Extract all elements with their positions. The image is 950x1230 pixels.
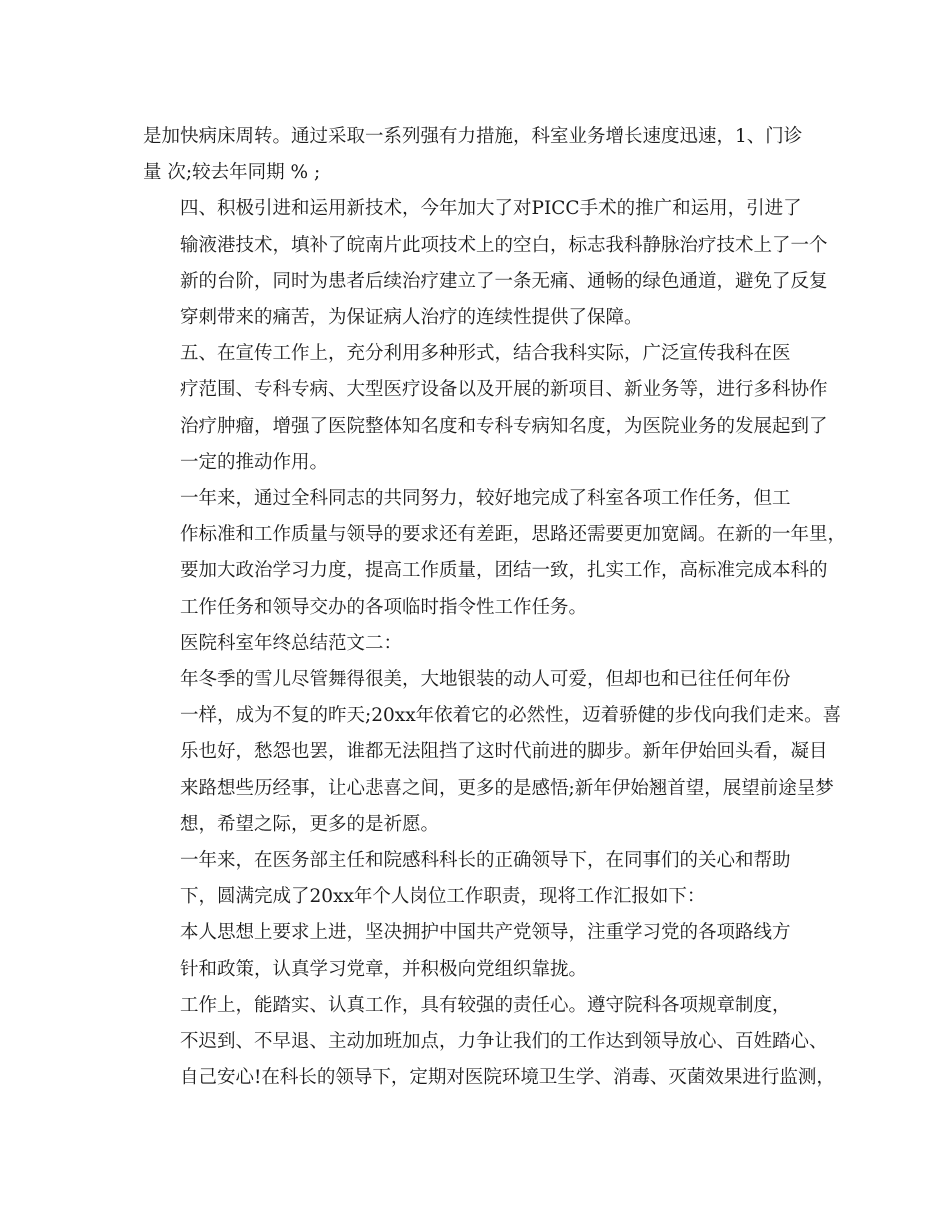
text-line: 疗范围、专科专病、大型医疗设备以及开展的新项目、新业务等，进行多科协作 bbox=[180, 379, 828, 401]
text-line: 下，圆满完成了20xx年个人岗位工作职责，现将工作汇报如下： bbox=[180, 886, 706, 908]
text-line: 一样，成为不复的昨天;20xx年依着它的必然性，迈着骄健的步伐向我们走来。喜 bbox=[180, 705, 842, 727]
text-line: 本人思想上要求上进，坚决拥护中国共产党领导，注重学习党的各项路线方 bbox=[180, 922, 791, 944]
paragraph-p4 bbox=[143, 481, 847, 626]
text-line: 一年来，通过全科同志的共同努力，较好地完成了科室各项工作任务，但工 bbox=[180, 488, 791, 510]
paragraph-p3 bbox=[143, 336, 828, 481]
text-line: 是加快病床周转。通过采取一系列强有力措施，科室业务增长速度迅速，1、门诊 bbox=[143, 126, 803, 147]
text-line: 想，希望之际，更多的是祈愿。 bbox=[180, 813, 440, 835]
paragraph-p8 bbox=[143, 915, 809, 987]
text-line: 不迟到、不早退、主动加班加点，力争让我们的工作达到领导放心、百姓踏心、 bbox=[180, 1031, 828, 1053]
paragraph-p7 bbox=[143, 843, 809, 915]
text-line: 工作上，能踏实、认真工作，具有较强的责任心。遵守院科各项规章制度， bbox=[180, 994, 791, 1016]
text-line: 要加大政治学习力度，提高工作质量，团结一致，扎实工作，高标准完成本科的 bbox=[180, 560, 828, 582]
text-line: 四、积极引进和运用新技术，今年加大了对PICC手术的推广和运用，引进了 bbox=[180, 198, 802, 220]
text-line: 量 次;较去年同期 % ; bbox=[143, 162, 321, 184]
text-line: 来路想些历经事，让心悲喜之间，更多的是感悟;新年伊始翘首望，展望前途呈梦 bbox=[180, 777, 834, 799]
text-line: 一年来，在医务部主任和院感科科长的正确领导下，在同事们的关心和帮助 bbox=[180, 850, 791, 872]
text-line: 医院科室年终总结范文二： bbox=[180, 632, 403, 654]
text-line: 自己安心!在科长的领导下，定期对医院环境卫生学、消毒、灭菌效果进行监测， bbox=[180, 1067, 835, 1089]
paragraph-p5 bbox=[143, 626, 809, 662]
text-line: 一定的推动作用。 bbox=[180, 451, 329, 473]
paragraph-p9 bbox=[143, 988, 835, 1097]
text-line: 工作任务和领导交办的各项临时指令性工作任务。 bbox=[180, 596, 588, 618]
paragraph-p2 bbox=[143, 191, 828, 336]
document-body bbox=[143, 119, 847, 1096]
text-line: 新的台阶，同时为患者后续治疗建立了一条无痛、通畅的绿色通道，避免了反复 bbox=[180, 270, 828, 292]
text-line: 治疗肿瘤，增强了医院整体知名度和专科专病知名度，为医院业务的发展起到了 bbox=[180, 415, 828, 437]
text-line: 五、在宣传工作上，充分利用多种形式，结合我科实际，广泛宣传我科在医 bbox=[180, 343, 791, 365]
text-line: 乐也好，愁怨也罢，谁都无法阻挡了这时代前进的脚步。新年伊始回头看，凝目 bbox=[180, 741, 828, 763]
text-line: 针和政策，认真学习党章，并积极向党组织靠拢。 bbox=[180, 958, 588, 980]
text-line: 穿刺带来的痛苦，为保证病人治疗的连续性提供了保障。 bbox=[180, 307, 643, 329]
text-line: 年冬季的雪儿尽管舞得很美，大地银装的动人可爱，但却也和已往任何年份 bbox=[180, 669, 791, 691]
text-line: 作标准和工作质量与领导的要求还有差距，思路还需要更加宽阔。在新的一年里， bbox=[180, 524, 847, 546]
paragraph-p6 bbox=[143, 662, 842, 843]
text-line: 输液港技术，填补了皖南片此项技术上的空白，标志我科静脉治疗技术上了一个 bbox=[180, 234, 828, 256]
paragraph-p1 bbox=[143, 119, 809, 191]
